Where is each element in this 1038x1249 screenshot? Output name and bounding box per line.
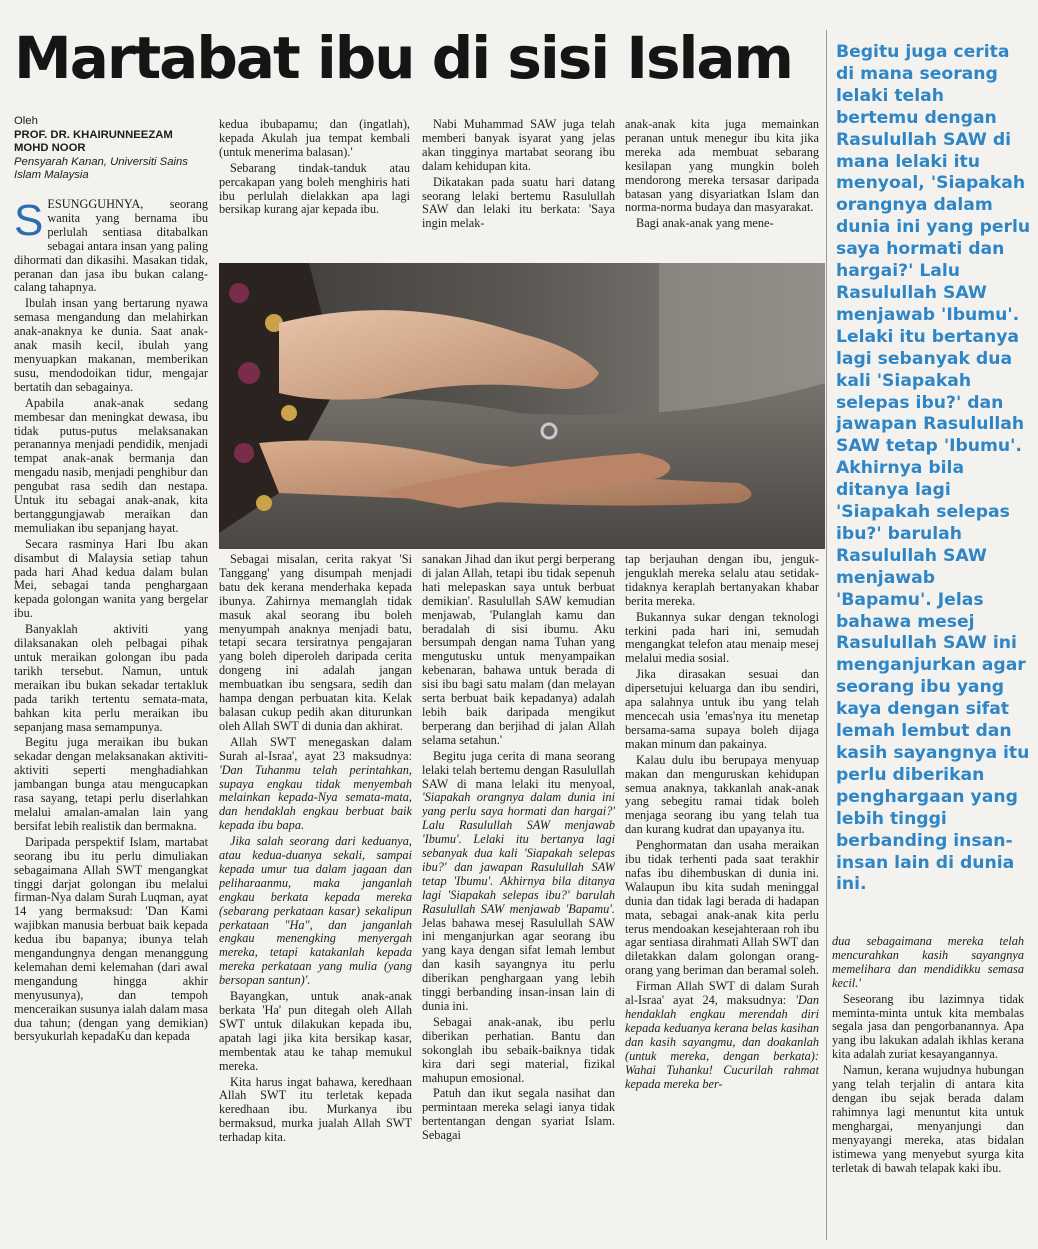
article-paragraph: Banyaklah aktiviti yang dilaksanakan oleh pelbagai pihak untuk meraikan golongan ibu pada tarikh tersebut. Namun, untuk meraikan ibu bukan sekadar tertakluk pada tarikh tertentu semata-mata, bahkan kita perlu meraikan ibu sepanjang masa semampunya. — [14, 622, 208, 734]
article-paragraph: Bukannya sukar dengan teknologi terkini pada hari ini, semudah mengangkat telefon atau menaip mesej melalui media sosial. — [625, 609, 819, 666]
article-paragraph: Jika dirasakan sesuai dan dipersetujui keluarga dan ibu sendiri, apa salahnya untuk ibu yang telah mencecah usia 'emas'nya itu menetap bersama-sama supaya boleh dijaga makan minum dan pakainya. — [625, 667, 819, 751]
headline: Martabat ibu di sisi Islam — [14, 24, 792, 92]
article-paragraph: Patuh dan ikut segala nasihat dan permintaan mereka selagi ianya tidak bertentangan dengan syariat Islam. Sebagai — [422, 1086, 615, 1143]
article-paragraph: sanakan Jihad dan ikut pergi berperang di jalan Allah, tetapi ibu tidak sepenuh hati melepaskan saya untuk berbuat demikian'. Rasulullah SAW kemudian menjawab, 'Pulanglah kamu dan beradalah di sisi ibumu. Aku bersumpah dengan nama Tuhan yang mengutusku untuk menyampaikan kebenaran, bahawa untuk berada di sisi ibu bagi satu malam (dan melayan serta berbuat baik kepadanya) adalah lebih baik daripada mengikut berperang dan berjihad di jalan Allah selama setahun.' — [422, 553, 615, 747]
article-column-4-top — [625, 118, 819, 258]
article-paragraph: Bayangkan, untuk anak-anak berkata 'Ha' pun ditegah oleh Allah SWT untuk dilakukan kepada ibu, apatah lagi jika kita bersikap kasar, membentak atau ke tahap memukul mereka. — [219, 989, 412, 1073]
byline — [14, 115, 204, 183]
article-paragraph: Kita harus ingat bahawa, keredhaan Allah SWT itu terletak kepada keredhaan ibu. Murkanya ibu bermaksud, murka jualah Allah SWT terhadap kita. — [219, 1074, 412, 1145]
article-paragraph — [14, 198, 208, 295]
article-paragraph: anak-anak kita juga memainkan peranan untuk menegur ibu kita jika mereka ada membuat sebarang kesilapan yang mungkin boleh mendorong mereka tersasar daripada batasan yang disyariatkan Islam dan norma-norma budaya dan masyarakat. — [625, 118, 819, 215]
quran-quote: 'Dan Tuhanmu telah perintahkan, supaya engkau tidak menyembah melainkan kepada-Nya semata-mata, dan hendaklah engkau berbuat baik kepada ibu bapa. — [219, 762, 412, 833]
author-name: PROF. DR. KHAIRUNNEEZAM MOHD NOOR — [14, 128, 173, 155]
hands-photo — [219, 263, 825, 549]
article-paragraph: Kalau dulu ibu berupaya menyuap makan dan menguruskan kehidupan semua anaknya, takkanlah anak-anak yang sebegitu ramai tidak boleh menjaga seorang ibu yang telah tua dan kurang kudrat dan upayanya itu. — [625, 752, 819, 837]
pull-quote: Begitu juga cerita di mana seorang lelaki telah bertemu dengan Rasulullah SAW di mana lelaki itu menyoal, 'Siapakah orangnya dalam dunia ini yang perlu saya hormati dan hargai?' Lalu Rasulullah SAW menjawab 'Ibumu'. Lelaki itu bertanya lagi sebanyak dua kali 'Siapakah selepas ibu?' dan jawapan Rasulullah SAW tetap 'Ibumu'. Akhirnya bila ditanya lagi 'Siapakah selepas ibu?' barulah Rasulullah SAW menjawab 'Bapamu'. Jelas bahawa mesej Rasulullah SAW ini menganjurkan agar seorang ibu yang kaya dengan sifat lemah lembut dan kasih sayangnya itu perlu diberikan penghargaan yang lebih tinggi berbanding insan-insan lain di dunia ini. — [836, 42, 1031, 895]
article-paragraph: Begitu juga meraikan ibu bukan sekadar dengan melaksanakan aktiviti-aktiviti seperti menghadiahkan jambangan bunga atau mengucapkan rasa sayang, tetapi perlu diserlahkan melalui amalan-amalan lain yang bersifat lebih realistik dan bermakna. — [14, 735, 208, 833]
article-paragraph: Ibulah insan yang bertarung nyawa semasa mengandung dan melahirkan anak-anaknya ke dunia. Saat anak-anak masih kecil, ibulah yang menyuapkan makanan, memberikan susu, mendodoikan tidur, mengajar bertatih dan sebagainya. — [14, 296, 208, 394]
article-paragraph: Apabila anak-anak sedang membesar dan meningkat dewasa, ibu tidak putus-putus melaksanakan peranannya menjadi pendidik, menjadi tempat anak-anak bermanja dan mengadu nasib, menjadi penghibur dan pengubat rasa sedih dan nestapa. Untuk itu sebagai anak-anak, kita bertanggungjawab meraikan dan memuliakan ibu sepanjang hayat. — [14, 395, 208, 535]
paragraph-text: ESUNGGUHNYA, seorang wanita yang bernama ibu perlulah sentiasa ditabalkan sebagai antara insan yang paling dihormati dan dikasihi. Masakan tidak, peranan dan jasa ibu bukan calang-calang tahapnya. — [14, 198, 208, 295]
article-column-2-bottom — [219, 553, 412, 1243]
article-paragraph: Sebagai anak-anak, ibu perlu diberikan perhatian. Bantu dan sokonglah ibu sebaik-baiknya tidak kira dari segi material, fizikal mahupun emosional. — [422, 1014, 615, 1085]
hadith-quote: 'Siapakah orangnya dalam dunia ini yang perlu saya hormati dan hargai?' Lalu Rasulullah SAW menjawab 'Ibumu'. Lelaki itu bertanya lagi sebanyak dua kali 'Siapakah selepas ibu?' dan jawapan Rasulullah SAW tetap 'Ibumu'. Akhirnya bila ditanya lagi 'Siapakah selepas ibu?' barulah Rasulullah SAW menjawab 'Bapamu'. — [422, 790, 615, 916]
article-paragraph: tap berjauhan dengan ibu, jenguk-jenguklah mereka selalu atau setidak-tidaknya keraplah bertanyakan khabar berita mereka. — [625, 553, 819, 608]
paragraph-text: Allah SWT menegaskan dalam Surah al-Israa', ayat 23 maksudnya: — [219, 734, 412, 763]
article-column-4-bottom — [625, 553, 819, 1243]
article-column-5-bottom — [832, 935, 1024, 1243]
quran-quote: 'Dan hendaklah engkau merendah diri kepada keduanya kerana belas kasihan dan kasih sayangmu, dan doakanlah (untuk mereka, dengan berkata): Wahai Tuhanku! Cucurilah rahmat kepada mereka ber- — [625, 993, 819, 1091]
paragraph-text: Jelas bahawa mesej Rasulullah SAW ini menganjurkan agar seorang ibu yang kaya dengan sifat lemah lembut dan kasih sayangnya itu perlu diberikan penghargaan yang lebih tinggi berbanding insan-insan lain di dunia ini. — [422, 915, 615, 1013]
article-paragraph: Namun, kerana wujudnya hubungan yang telah terjalin di antara kita dengan ibu sejak berada dalam rahimnya lagi menuntut kita untuk menghargai, menyanjungi dan menyayangi mereka, atas bidalan istimewa yang menyebut syurga kita terletak di bawah telapak kaki ibu. — [832, 1063, 1024, 1175]
paragraph-text: Firman Allah SWT di dalam Surah al-Israa' ayat 24, maksudnya: — [625, 979, 819, 1008]
byline-label: Oleh — [14, 115, 38, 127]
column-divider — [826, 30, 827, 1240]
article-paragraph: Seseorang ibu lazimnya tidak meminta-minta untuk kita membalas segala jasa dan pengorbanannya. Apa yang ibu lakukan adalah ikhlas kerana kita adalah zuriat kesayangannya. — [832, 991, 1024, 1062]
article-paragraph — [219, 736, 412, 833]
article-paragraph: Daripada perspektif Islam, martabat seorang ibu itu perlu dimuliakan sebagaimana Allah SWT mengangkat tinggi darjat golongan ibu melalui firman-Nya dalam Surah Luqman, ayat 14 yang bermaksud: 'Dan Kami wajibkan manusia berbuat baik kepada kedua ibu bapanya; ibunya telah mengandungnya dengan menanggung kelemahan demi kelemahan (dari awal mengandung hingga akhir menyusunya), dan tempoh menceraikan susunya ialah dalam masa dua tahun; (dengan yang demikian) bersyukurlah kepadaKu dan kepada — [14, 834, 208, 1044]
article-column-3-top — [422, 118, 615, 258]
article-paragraph: Nabi Muhammad SAW juga telah memberi banyak isyarat yang jelas akan tingginya martabat seorang ibu dalam kehidupan kita. — [422, 118, 615, 173]
article-paragraph: Jika salah seorang dari keduanya, atau kedua-duanya sekali, sampai kepada umur tua dalam jagaan dan peliharaanmu, maka janganlah engkau berkata kepada mereka (sebarang perkataan kasar) sekalipun perkataan "Ha", dan janganlah engkau menengking menyergah mereka, tetapi katakanlah kepada mereka perkataan yang mulia (yang bersopan santun)'. — [219, 834, 412, 988]
article-paragraph — [422, 750, 615, 1014]
author-position: Pensyarah Kanan, Universiti Sains Islam Malaysia — [14, 155, 188, 182]
article-paragraph: Dikatakan pada suatu hari datang seorang lelaki bertemu Rasulullah SAW dan lelaki itu berkata: 'Saya ingin melak- — [422, 174, 615, 231]
article-paragraph: Penghormatan dan usaha meraikan ibu tidak terhenti pada saat terakhir nafas ibu dihembuskan di dunia ini. Walaupun ibu kita sudah meninggal dunia dan tidak lagi berada di hadapan mata, sebagai anak-anak kita perlu terus mendoakan kesejahteraan roh ibu agar sentiasa dirahmati Allah SWT dan diletakkan dalam golongan orang-orang yang beriman dan beramal soleh. — [625, 838, 819, 978]
article-column-1 — [14, 198, 208, 1243]
article-paragraph — [625, 980, 819, 1091]
paragraph-text: Begitu juga cerita di mana seorang lelaki telah bertemu dengan Rasulullah SAW di mana lelaki itu menyoal, — [422, 748, 615, 791]
article-paragraph: dua sebagaimana mereka telah mencurahkan kasih sayangnya memelihara dan mendidikku semasa kecil.' — [832, 935, 1024, 990]
article-column-3-bottom — [422, 553, 615, 1243]
article-paragraph: Sebagai misalan, cerita rakyat 'Si Tanggang' yang disumpah menjadi batu dek kerana menderhaka kepada ibunya. Zahirnya memanglah tidak masuk akal seorang ibu boleh menyumpah anaknya menjadi batu, tetapi secara tersiratnya pengajaran yang boleh diperoleh daripada cerita dongeng ini adalah jangan membuatkan ibu sengsara, sedih dan hampa dengan perbuatan kita. Kelak balasan cukup pedih akan diturunkan oleh Allah SWT di dunia dan akhirat. — [219, 553, 412, 733]
article-paragraph: kedua ibubapamu; dan (ingatlah), kepada Akulah jua tempat kembali (untuk menerima balasan).' — [219, 118, 410, 159]
article-column-2-top — [219, 118, 410, 258]
drop-cap: S — [14, 198, 44, 245]
article-paragraph: Bagi anak-anak yang mene- — [636, 216, 774, 231]
article-paragraph: Sebarang tindak-tanduk atau percakapan yang boleh menghiris hati ibu perlulah dielakkan apa lagi bersikap kurang ajar kepada ibu. — [219, 160, 410, 217]
article-photo — [219, 263, 825, 549]
article-paragraph: Secara rasminya Hari Ibu akan disambut di Malaysia setiap tahun pada hari Ahad kedua dalam bulan Mei, sebagai tanda penghargaan kepada golongan wanita yang bergelar ibu. — [14, 536, 208, 621]
